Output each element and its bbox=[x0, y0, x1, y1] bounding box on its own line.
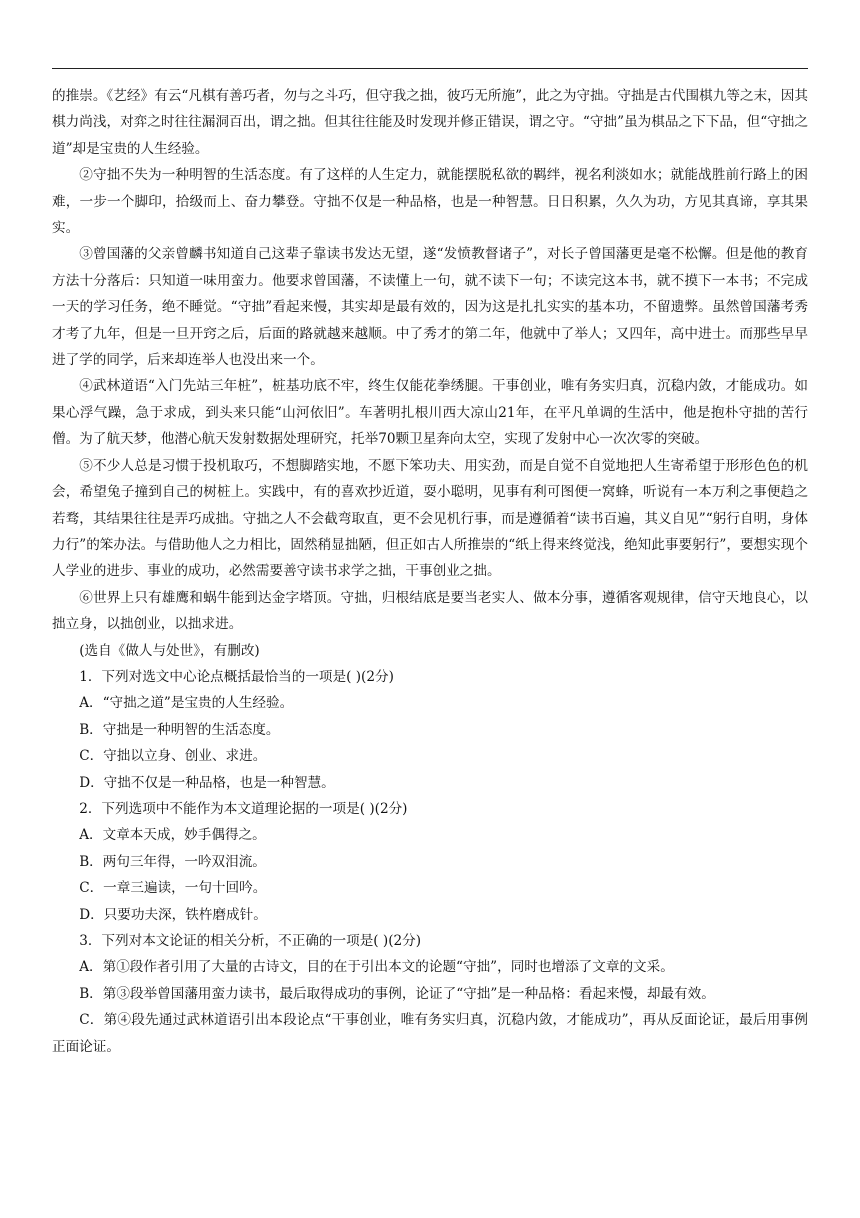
paragraph-2: ②守拙不失为一种明智的生活态度。有了这样的人生定力，就能摆脱私欲的羁绊，视名利淡如水；就能战胜前行路上的困难，一步一个脚印，拾级而上、奋力攀登。守拙不仅是一种品格，也是一种智慧。日日积累，久久为功，方见其真谛，享其果实。 bbox=[52, 167, 808, 237]
document-page bbox=[52, 68, 808, 1060]
question-3-option-c: C．第④段先通过武林道语引出本段论点“干事创业，唯有务实归真，沉稳内敛，才能成功”，再从反面论证，最后用事例正面论证。 bbox=[52, 1012, 808, 1055]
question-2-option-a: A．文章本天成，妙手偶得之。 bbox=[79, 827, 266, 844]
question-1-option-b: B．守拙是一种明智的生活态度。 bbox=[79, 721, 280, 738]
question-2-option-d: D．只要功夫深，铁杵磨成针。 bbox=[79, 906, 267, 923]
paragraph-1-continued: 的推崇。《艺经》有云“凡棋有善巧者，勿与之斗巧，但守我之拙，彼巧无所施”，此之为守拙。守拙是古代围棋九等之末，因其棋力尚浅，对弈之时往往漏洞百出，谓之拙。但其往往能及时发现并修正错误，谓之守。“守拙”虽为棋品之下下品，但“守拙之道”却是宝贵的人生经验。 bbox=[52, 88, 808, 157]
source-note: (选自《做人与处世》，有删改) bbox=[79, 642, 260, 659]
question-3-option-a: A．第①段作者引用了大量的古诗文，目的在于引出本文的论题“守拙”，同时也增添了文章的文采。 bbox=[79, 959, 674, 976]
question-2: 2．下列选项中不能作为本文道理论据的一项是( )(2分) bbox=[79, 800, 408, 817]
question-1: 1．下列对选文中心论点概括最恰当的一项是( )(2分) bbox=[79, 668, 394, 685]
question-1-option-a: A．“守拙之道”是宝贵的人生经验。 bbox=[79, 695, 294, 712]
question-3-option-b: B．第③段举曾国藩用蛮力读书，最后取得成功的事例，论证了“守拙”是一种品格：看起来慢，却最有效。 bbox=[79, 985, 715, 1002]
question-2-option-b: B．两句三年得，一吟双泪流。 bbox=[79, 853, 266, 870]
paragraph-5: ⑤不少人总是习惯于投机取巧，不想脚踏实地，不愿下笨功夫、用实劲，而是自觉不自觉地把人生寄希望于形形色色的机会，希望兔子撞到自己的树桩上。实践中，有的喜欢抄近道，耍小聪明，见事有利可图便一窝蜂，听说有一本万利之事便趋之若骛，其结果往往是弄巧成拙。守拙之人不会截弯取直，更不会见机行事，而是遵循着“读书百遍，其义自见”“躬行自明，身体力行”的笨办法。与借助他人之力相比，固然稍显拙陋，但正如古人所推崇的“纸上得来终觉浅，绝知此事要躬行”，要想实现个人学业的进步、事业的成功，必然需要善守读书求学之拙，干事创业之拙。 bbox=[52, 457, 808, 580]
question-2-option-c: C．一章三遍读，一句十回吟。 bbox=[79, 880, 267, 897]
document-body bbox=[52, 83, 808, 1060]
paragraph-3: ③曾国藩的父亲曾麟书知道自己这辈子靠读书发达无望，遂“发愤教督诸子”，对长子曾国藩更是毫不松懈。但是他的教育方法十分落后：只知道一味用蛮力。他要求曾国藩，不读懂上一句，就不读下一句；不读完这本书，就不摸下一本书；不完成一天的学习任务，绝不睡觉。“守拙”看起来慢，其实却是最有效的，因为这是扎扎实实的基本功，不留遗弊。虽然曾国藩考秀才考了九年，但是一旦开窍之后，后面的路就越来越顺。中了秀才的第二年，他就中了举人；又四年，高中进士。而那些早早进了学的同学，后来却连举人也没出来一个。 bbox=[52, 246, 808, 369]
header-rule bbox=[52, 68, 808, 69]
paragraph-4: ④武林道语“入门先站三年桩”，桩基功底不牢，终生仅能花拳绣腿。干事创业，唯有务实归真，沉稳内敛，才能成功。如果心浮气躁，急于求成，到头来只能“山河依旧”。车著明扎根川西大凉山21年，在平凡单调的生活中，他是抱朴守拙的苦行僧。为了航天梦，他潜心航天发射数据处理研究，托举70颗卫星奔向太空，实现了发射中心一次次零的突破。 bbox=[52, 378, 808, 448]
question-1-option-d: D．守拙不仅是一种品格，也是一种智慧。 bbox=[79, 774, 335, 791]
paragraph-6: ⑥世界上只有雄鹰和蜗牛能到达金字塔顶。守拙，归根结底是要当老实人、做本分事，遵循客观规律，信守天地良心，以拙立身，以拙创业，以拙求进。 bbox=[52, 589, 808, 633]
question-3: 3．下列对本文论证的相关分析，不正确的一项是( )(2分) bbox=[79, 933, 422, 949]
question-1-option-c: C．守拙以立身、创业、求进。 bbox=[79, 748, 267, 765]
